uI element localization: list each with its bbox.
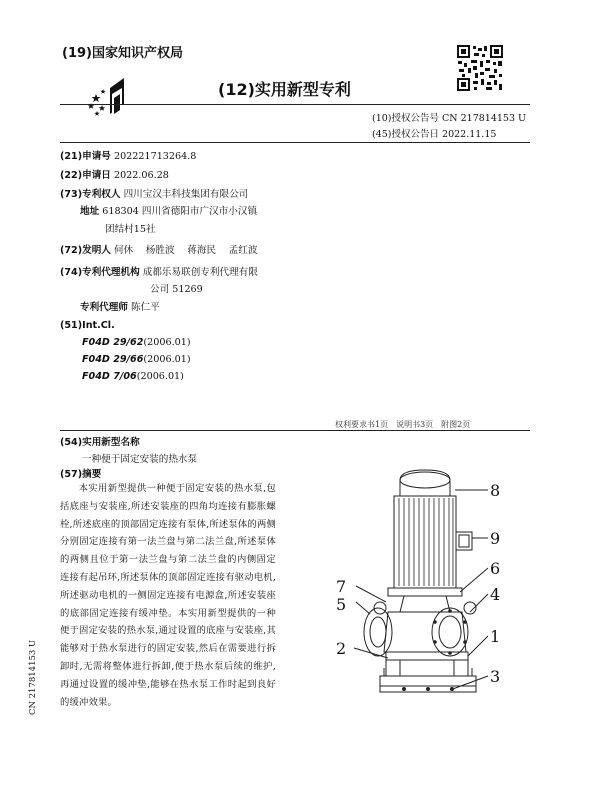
field-value: 陈仁平	[131, 302, 160, 313]
patentee	[60, 186, 248, 200]
patent-type-heading: (12)实用新型专利	[218, 80, 351, 99]
ipc-year: (2006.01)	[136, 371, 184, 382]
cnipa-logo-icon	[88, 74, 134, 120]
field-code: (54)	[60, 437, 83, 448]
field-code: (74)	[60, 267, 83, 278]
office-name: (19)国家知识产权局	[62, 46, 183, 61]
bib-divider	[60, 142, 530, 143]
field-code: (51)	[60, 320, 83, 331]
field-label: 申请号	[82, 151, 111, 162]
page-counts: 权利要求书1页 说明书3页 附图2页	[335, 420, 471, 429]
field-label: 专利权人	[82, 189, 121, 200]
field-value: 何休 杨胜波 蒋海民 孟红波	[113, 245, 258, 256]
ipc-year: (2006.01)	[143, 337, 191, 348]
field-label: 实用新型名称	[82, 437, 140, 448]
field-value: 四川宝汉丰科技集团有限公司	[123, 189, 249, 200]
application-number	[60, 148, 196, 162]
field-code: (72)	[60, 245, 83, 256]
field-label: 摘要	[82, 469, 102, 480]
ipc-year: (2006.01)	[143, 354, 191, 365]
field-value: 202221713264.8	[113, 151, 197, 162]
address-line2: 团结村15社	[105, 224, 156, 235]
pump-drawing	[300, 462, 530, 712]
field-label: 专利代理机构	[82, 267, 140, 278]
part-label: 7	[336, 577, 347, 596]
int-cl	[60, 320, 115, 331]
part-label: 6	[490, 559, 501, 578]
field-label: 申请日	[82, 170, 111, 181]
filing-date	[60, 167, 169, 181]
agency-line2: 公司 51269	[150, 284, 203, 295]
abstract-heading	[60, 466, 101, 480]
part-label: 8	[490, 481, 501, 500]
field-value: 2022.06.28	[113, 170, 169, 181]
ipc-entry	[82, 371, 184, 382]
part-label: 9	[490, 529, 501, 548]
field-code: (73)	[60, 189, 83, 200]
address	[80, 203, 257, 217]
field-label: 专利代理师	[80, 302, 128, 313]
field-code: (57)	[60, 469, 83, 480]
field-value: 成都乐易联创专利代理有限	[142, 267, 258, 278]
field-label: 地址	[80, 206, 100, 217]
field-code: (21)	[60, 151, 83, 162]
ipc-code: F04D 29/66	[82, 354, 144, 365]
part-label: 2	[336, 639, 347, 658]
abstract-divider	[60, 430, 530, 431]
field-code: (22)	[60, 170, 83, 181]
ipc-entry	[82, 337, 191, 348]
ipc-entry	[82, 354, 191, 365]
qr-code-icon	[456, 44, 504, 92]
ipc-code: F04D 7/06	[82, 371, 137, 382]
field-value: 618304 四川省德阳市广汉市小汉镇	[102, 206, 258, 217]
field-label: 发明人	[82, 245, 111, 256]
abstract-text: 本实用新型提供一种便于固定安装的热水泵,包括底座与安装座,所述安装座的四角均连接有膨胀螺栓,所述底座的顶部固定连接有泵体,所述泵体的两侧分别固定连接有第一法兰盘与第二法兰盘,所述泵体的两侧且位于第一法兰盘与第二法兰盘的内侧固定连接有起吊环,所述泵体的顶部固定连接有驱动电机,所述驱动电机的一侧固定连接有电源盒,所述安装座的底部固定连接有缓冲垫。本实用新型提供的一种便于固定安装的热水泵,通过设置的底座与安装座,其能够对于热水泵进行的固定安装,然后在需要进行拆卸时,无需将整体进行拆卸,便于热水泵后续的维护,再通过设置的缓冲垫,能够在热水泵工作时起到良好的缓冲效果。	[60, 483, 276, 708]
part-label: 5	[336, 595, 347, 614]
agency	[60, 264, 258, 278]
part-label: 1	[490, 627, 501, 646]
part-label: 4	[490, 585, 501, 604]
inventors	[60, 242, 257, 256]
ipc-code: F04D 29/62	[82, 337, 144, 348]
part-label: 3	[490, 667, 501, 686]
field-label: Int.Cl.	[82, 320, 115, 331]
utility-model-title	[60, 434, 140, 448]
header-divider	[60, 104, 530, 105]
agent	[80, 299, 160, 313]
utility-model-name: 一种便于固定安装的热水泵	[82, 454, 198, 465]
side-publication-code: CN 217814153 U	[28, 639, 38, 715]
grant-number: (10)授权公告号 CN 217814153 U	[372, 113, 527, 124]
grant-date: (45)授权公告日 2022.11.15	[372, 129, 497, 140]
